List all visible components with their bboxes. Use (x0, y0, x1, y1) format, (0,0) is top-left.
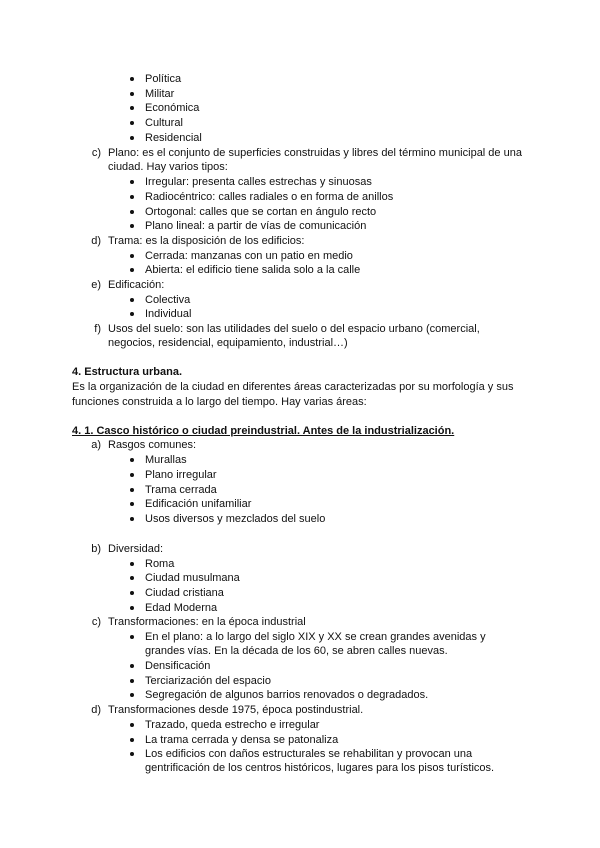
bullet-dot (130, 458, 134, 462)
list-item: Edad Moderna (145, 602, 218, 614)
bullet-dot (130, 224, 134, 228)
item-text: Transformaciones: en la época industrial (108, 616, 306, 628)
list-item: Plano irregular (145, 469, 217, 481)
list-item: Colectiva (145, 294, 191, 306)
list-item: Los edificios con daños estructurales se rehabilitan y provocan una (145, 748, 473, 760)
bullet-dot (130, 92, 134, 96)
list-item: Económica (145, 102, 200, 114)
list-item: Política (145, 73, 182, 85)
list-item: La trama cerrada y densa se patonaliza (145, 734, 339, 746)
bullet-dot (130, 591, 134, 595)
bullet-dot (130, 121, 134, 125)
list-item: Ciudad cristiana (145, 587, 224, 599)
list-label: b) (91, 543, 101, 555)
bullet-dot (130, 606, 134, 610)
item-text: Edificación: (108, 279, 165, 291)
list-label: a) (91, 439, 101, 451)
bullet-dot (130, 752, 134, 756)
section-heading: 4. Estructura urbana. (72, 366, 183, 378)
bullet-dot (130, 738, 134, 742)
list-item: Residencial (145, 132, 202, 144)
list-item: Cerrada: manzanas con un patio en medio (145, 250, 353, 262)
paragraph-line: Es la organización de la ciudad en diferentes áreas caracterizadas por su morfología y sus (72, 381, 514, 393)
list-item: Ortogonal: calles que se cortan en ángulo recto (145, 206, 377, 218)
list-item: En el plano: a lo largo del siglo XIX y XX se crean grandes avenidas y (145, 631, 486, 643)
item-text: Transformaciones desde 1975, época postindustrial. (108, 704, 364, 716)
list-item: Abierta: el edificio tiene salida solo a la calle (145, 264, 361, 276)
bullet-dot (130, 502, 134, 506)
list-label: d) (91, 235, 101, 247)
bullet-dot (130, 576, 134, 580)
bullet-dot (130, 312, 134, 316)
list-label: e) (91, 279, 101, 291)
bullet-dot (130, 473, 134, 477)
bullet-dot (130, 136, 134, 140)
list-label: d) (91, 704, 101, 716)
bullet-dot (130, 723, 134, 727)
paragraph-line: funciones construida a lo largo del tiempo. Hay varias áreas: (72, 396, 367, 408)
bullet-dot (130, 77, 134, 81)
item-text: ciudad. Hay varios tipos: (108, 161, 228, 173)
bullet-dot (130, 268, 134, 272)
bullet-dot (130, 254, 134, 258)
item-text: Trama: es la disposición de los edificios: (108, 235, 305, 247)
bullet-dot (130, 106, 134, 110)
bullet-dot (130, 562, 134, 566)
bullet-dot (130, 298, 134, 302)
bullet-dot (130, 517, 134, 521)
list-item: Edificación unifamiliar (145, 498, 252, 510)
list-item: Radiocéntrico: calles radiales o en forma de anillos (145, 191, 394, 203)
list-item: Usos diversos y mezclados del suelo (145, 513, 326, 525)
list-item: Murallas (145, 454, 187, 466)
list-item: Cultural (145, 117, 183, 129)
list-item: Roma (145, 558, 175, 570)
item-text: Diversidad: (108, 543, 164, 555)
list-item: Segregación de algunos barrios renovados o degradados. (145, 689, 429, 701)
bullet-dot (130, 679, 134, 683)
list-item: Trama cerrada (145, 484, 217, 496)
list-item: Irregular: presenta calles estrechas y sinuosas (145, 176, 372, 188)
list-item: Trazado, queda estrecho e irregular (145, 719, 320, 731)
bullet-dot (130, 210, 134, 214)
item-text: Plano: es el conjunto de superficies construidas y libres del término municipal de una (108, 147, 522, 159)
list-item: Militar (145, 88, 175, 100)
bullet-dot (130, 195, 134, 199)
bullet-dot (130, 693, 134, 697)
bullet-dot (130, 488, 134, 492)
list-item: Individual (145, 308, 192, 320)
list-item-continuation: grandes vías. En la década de los 60, se abren calles nuevas. (145, 645, 448, 657)
list-item: Densificación (145, 660, 211, 672)
bullet-dot (130, 180, 134, 184)
list-label: f) (94, 323, 101, 335)
bullet-dot (130, 635, 134, 639)
list-item-continuation: gentrificación de los centros históricos, lugares para los pisos turísticos. (145, 762, 495, 774)
list-label: c) (91, 147, 101, 159)
list-label: c) (91, 616, 101, 628)
list-item: Ciudad musulmana (145, 572, 240, 584)
item-text: Rasgos comunes: (108, 439, 197, 451)
bullet-dot (130, 664, 134, 668)
subsection-heading: 4. 1. Casco histórico o ciudad preindustrial. Antes de la industrialización. (72, 425, 455, 437)
item-text: negocios, residencial, equipamiento, industrial…) (108, 337, 348, 349)
item-text: Usos del suelo: son las utilidades del suelo o del espacio urbano (comercial, (108, 323, 480, 335)
list-item: Plano lineal: a partir de vías de comunicación (145, 220, 367, 232)
list-item: Terciarización del espacio (145, 675, 271, 687)
